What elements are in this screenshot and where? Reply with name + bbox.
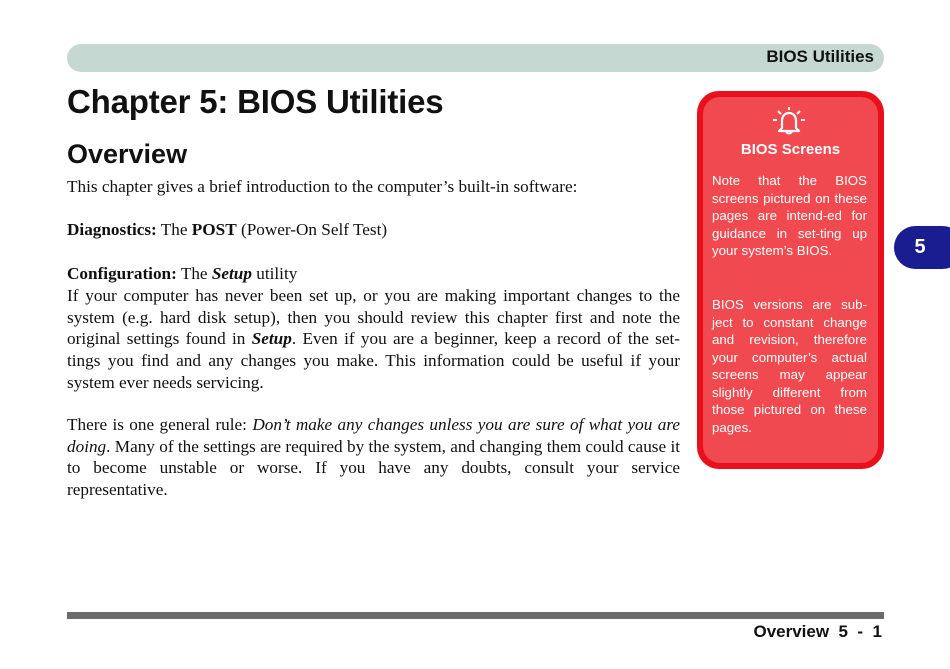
setup-term-inline: Setup: [251, 329, 292, 349]
configuration-label: Configuration:: [67, 264, 177, 283]
configuration-heading: [67, 263, 680, 285]
configuration-text-a: If your computer has never been set up, or you are making important changes to the system (e.g. hard disk setup), then you should review this chapter first and note the original settings found in: [67, 286, 680, 349]
configuration-description: utility: [251, 264, 298, 283]
configuration-text-b: . Even if you are a beginner, keep a record of the set-tings you find and any changes you make. This information could be useful if your system ever needs servicing.: [67, 329, 680, 392]
callout-paragraph-2: BIOS versions are sub-ject to constant change and revision, therefore your computer’s actual screens may appear slightly different from those pictured on these pages.: [712, 297, 867, 435]
configuration-paragraph: [67, 285, 680, 394]
configuration-the: The: [176, 264, 212, 283]
diagnostics-description: (Power-On Self Test): [236, 220, 388, 239]
bell-icon: [772, 106, 806, 136]
callout-title: BIOS Screens: [740, 141, 841, 158]
diagnostics-the: The: [156, 220, 192, 239]
general-rule-paragraph: [67, 414, 680, 501]
general-rule-emphasis: Don’t make any changes unless you are sure of what you are doing: [67, 415, 680, 456]
intro-paragraph: This chapter gives a brief introduction to the computer’s built-in software:: [67, 177, 578, 196]
post-term: POST: [191, 220, 237, 239]
footer-rule: [67, 612, 884, 619]
callout-paragraph-1: Note that the BIOS screens pictured on these pages are intend-ed for guidance in set-ting up your system’s BIOS.: [712, 173, 867, 258]
running-header-title: BIOS Utilities: [766, 47, 874, 66]
header-bar: [67, 44, 884, 72]
section-title: Overview: [67, 139, 188, 169]
diagnostics-paragraph: [67, 219, 680, 241]
diagnostics-label: Diagnostics:: [67, 220, 157, 239]
general-rule-text-a: There is one general rule:: [67, 415, 253, 434]
chapter-tab-number: 5: [914, 236, 926, 258]
chapter-title: Chapter 5: BIOS Utilities: [67, 83, 444, 120]
page-footer: Overview 5 - 1: [753, 622, 882, 641]
general-rule-text-b: . Many of the settings are required by the system, and changing them could cause it to become unstable or worse. If you have any doubts, consult your service representative.: [67, 436, 680, 500]
setup-term: Setup: [211, 264, 252, 283]
